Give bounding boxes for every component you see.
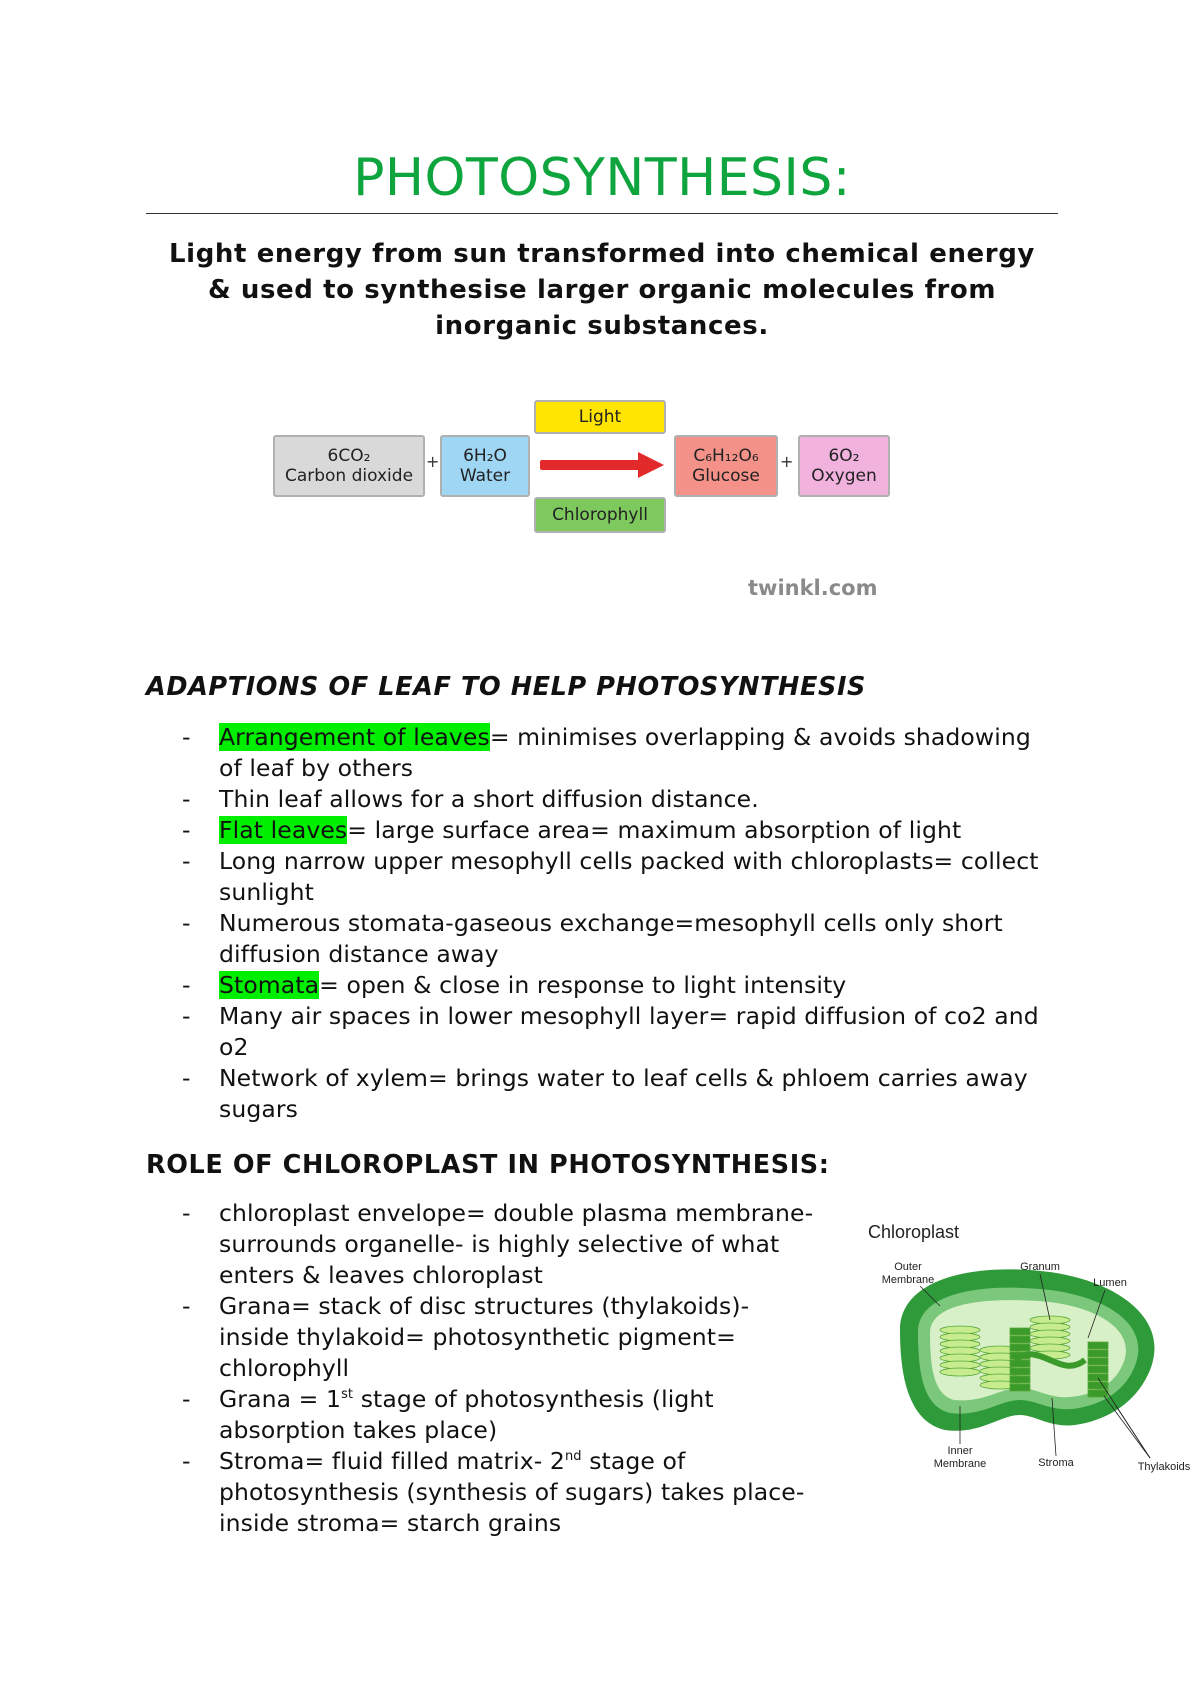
thylakoid-disc: [940, 1368, 980, 1376]
label-outer-membrane: Outer: [894, 1261, 922, 1273]
condition-light: [534, 400, 666, 434]
compound-name: Oxygen: [811, 466, 877, 486]
compound-name: Carbon dioxide: [284, 466, 414, 486]
list-item: [146, 1291, 846, 1384]
intro-line: & used to synthesise larger organic molecules from: [207, 275, 997, 305]
formula: 6CO₂: [327, 446, 371, 466]
bullet-dash: -: [182, 909, 191, 937]
thylakoid-disc: [1088, 1366, 1108, 1373]
bullet-dash: -: [182, 1385, 191, 1413]
label-stroma: Stroma: [1038, 1457, 1074, 1469]
condition-label: Chlorophyll: [552, 505, 648, 525]
bullet-dash: -: [182, 723, 191, 751]
intro-paragraph: [146, 236, 1058, 344]
item-text: chloroplast envelope= double plasma membrane-: [219, 1199, 814, 1227]
item-text: diffusion distance away: [219, 940, 499, 968]
formula: 6H₂O: [463, 446, 507, 466]
item-text: Network of xylem= brings water to leaf cells & phloem carries away: [219, 1064, 1028, 1092]
thylakoid-disc: [1010, 1376, 1030, 1383]
thylakoid-disc: [1010, 1336, 1030, 1343]
list-item: [146, 722, 1076, 784]
thylakoid-disc: [1010, 1368, 1030, 1375]
adaptions-list: [146, 722, 1076, 1125]
bullet-dash: -: [182, 816, 191, 844]
item-text: inside thylakoid= photosynthetic pigment=: [219, 1323, 736, 1351]
plus-sign: +: [780, 452, 794, 471]
item-text: = open & close in response to light intensity: [319, 971, 847, 999]
item-text: sugars: [219, 1095, 298, 1123]
item-text: photosynthesis (synthesis of sugars) takes place-: [219, 1478, 805, 1506]
label-inner-membrane: Inner: [947, 1445, 973, 1457]
list-item: [146, 784, 1076, 815]
intro-line: Light energy from sun transformed into chemical energy: [169, 239, 1035, 269]
ordinal-suffix: st: [341, 1387, 354, 1403]
list-item: [146, 970, 1076, 1001]
item-text: = minimises overlapping & avoids shadowing: [489, 723, 1031, 751]
adaptions-heading: ADAPTIONS OF LEAF TO HELP PHOTOSYNTHESIS: [146, 672, 866, 702]
item-text: Grana = 1: [219, 1385, 342, 1413]
item-text: Numerous stomata-gaseous exchange=mesophyll cells only short: [219, 909, 1003, 937]
thylakoid-disc: [1088, 1342, 1108, 1349]
list-item: [146, 846, 1076, 908]
item-text: absorption takes place): [219, 1416, 498, 1444]
list-item: [146, 1384, 846, 1446]
item-text: Many air spaces in lower mesophyll layer= rapid diffusion of co2 and: [219, 1002, 1039, 1030]
page-title: PHOTOSYNTHESIS:: [353, 148, 851, 208]
item-text: enters & leaves chloroplast: [219, 1261, 543, 1289]
reaction-arrow: [540, 450, 664, 480]
thylakoid-disc: [1088, 1350, 1108, 1357]
label-lumen: Lumen: [1093, 1277, 1127, 1289]
condition-label: Light: [578, 407, 622, 427]
arrow-head: [638, 452, 664, 478]
list-item: [146, 815, 1076, 846]
thylakoid-disc: [1088, 1374, 1108, 1381]
compound-name: Water: [459, 466, 511, 486]
item-text: stage of: [581, 1447, 686, 1475]
title-underline: [146, 213, 1058, 214]
item-text: inside stroma= starch grains: [219, 1509, 562, 1537]
bullet-dash: -: [182, 971, 191, 999]
condition-chlorophyll: [534, 497, 666, 533]
list-item: [146, 908, 1076, 970]
product-oxygen: [798, 435, 890, 497]
item-text: = large surface area= maximum absorption of light: [347, 816, 962, 844]
item-text: of leaf by others: [219, 754, 414, 782]
highlighted-term: Arrangement of leaves: [219, 723, 490, 751]
list-item: [146, 1001, 1076, 1063]
item-text: Thin leaf allows for a short diffusion distance.: [219, 785, 759, 813]
bullet-dash: -: [182, 1064, 191, 1092]
compound-name: Glucose: [692, 466, 760, 486]
bullet-dash: -: [182, 785, 191, 813]
twinkl-watermark: twinkl.com: [748, 576, 878, 600]
thylakoid-disc: [1010, 1360, 1030, 1367]
reactant-water: [440, 435, 530, 497]
chloroplast-role-list: [146, 1198, 846, 1539]
highlighted-term: Stomata: [219, 971, 320, 999]
list-item: [146, 1063, 1076, 1125]
item-text: stage of photosynthesis (light: [353, 1385, 714, 1413]
thylakoid-disc: [1088, 1358, 1108, 1365]
item-text: chlorophyll: [219, 1354, 350, 1382]
diagram-title: Chloroplast: [868, 1222, 960, 1242]
label-granum: Granum: [1020, 1261, 1060, 1273]
label-inner-membrane: Membrane: [933, 1458, 987, 1470]
bullet-dash: -: [182, 1002, 191, 1030]
item-text: sunlight: [219, 878, 314, 906]
thylakoid-disc: [1010, 1344, 1030, 1351]
formula: C₆H₁₂O₆: [693, 446, 759, 466]
intro-line: inorganic substances.: [435, 311, 769, 341]
ordinal-suffix: nd: [564, 1449, 582, 1465]
label-outer-membrane: Membrane: [881, 1274, 935, 1286]
product-glucose: [674, 435, 778, 497]
thylakoid-disc: [1010, 1328, 1030, 1335]
chloroplast-diagram: [860, 1210, 1200, 1480]
bullet-dash: -: [182, 1447, 191, 1475]
bullet-dash: -: [182, 847, 191, 875]
highlighted-term: Flat leaves: [219, 816, 348, 844]
item-text: o2: [219, 1033, 249, 1061]
item-text: Grana= stack of disc structures (thylakoids)-: [219, 1292, 750, 1320]
bullet-dash: -: [182, 1199, 191, 1227]
formula: 6O₂: [828, 446, 860, 466]
item-text: Long narrow upper mesophyll cells packed with chloroplasts= collect: [219, 847, 1039, 875]
list-item: [146, 1446, 846, 1539]
thylakoid-disc: [1088, 1382, 1108, 1389]
list-item: [146, 1198, 846, 1291]
label-thylakoids: Thylakoids: [1137, 1461, 1191, 1473]
plus-sign: +: [426, 452, 440, 471]
bullet-dash: -: [182, 1292, 191, 1320]
reactant-carbon-dioxide: [273, 435, 425, 497]
item-text: surrounds organelle- is highly selective of what: [219, 1230, 780, 1258]
thylakoid-disc: [1010, 1384, 1030, 1391]
arrow-shaft: [540, 460, 640, 470]
thylakoid-disc: [1088, 1390, 1108, 1397]
chloroplast-role-heading: ROLE OF CHLOROPLAST IN PHOTOSYNTHESIS:: [146, 1150, 830, 1180]
item-text: Stroma= fluid filled matrix- 2: [219, 1447, 565, 1475]
